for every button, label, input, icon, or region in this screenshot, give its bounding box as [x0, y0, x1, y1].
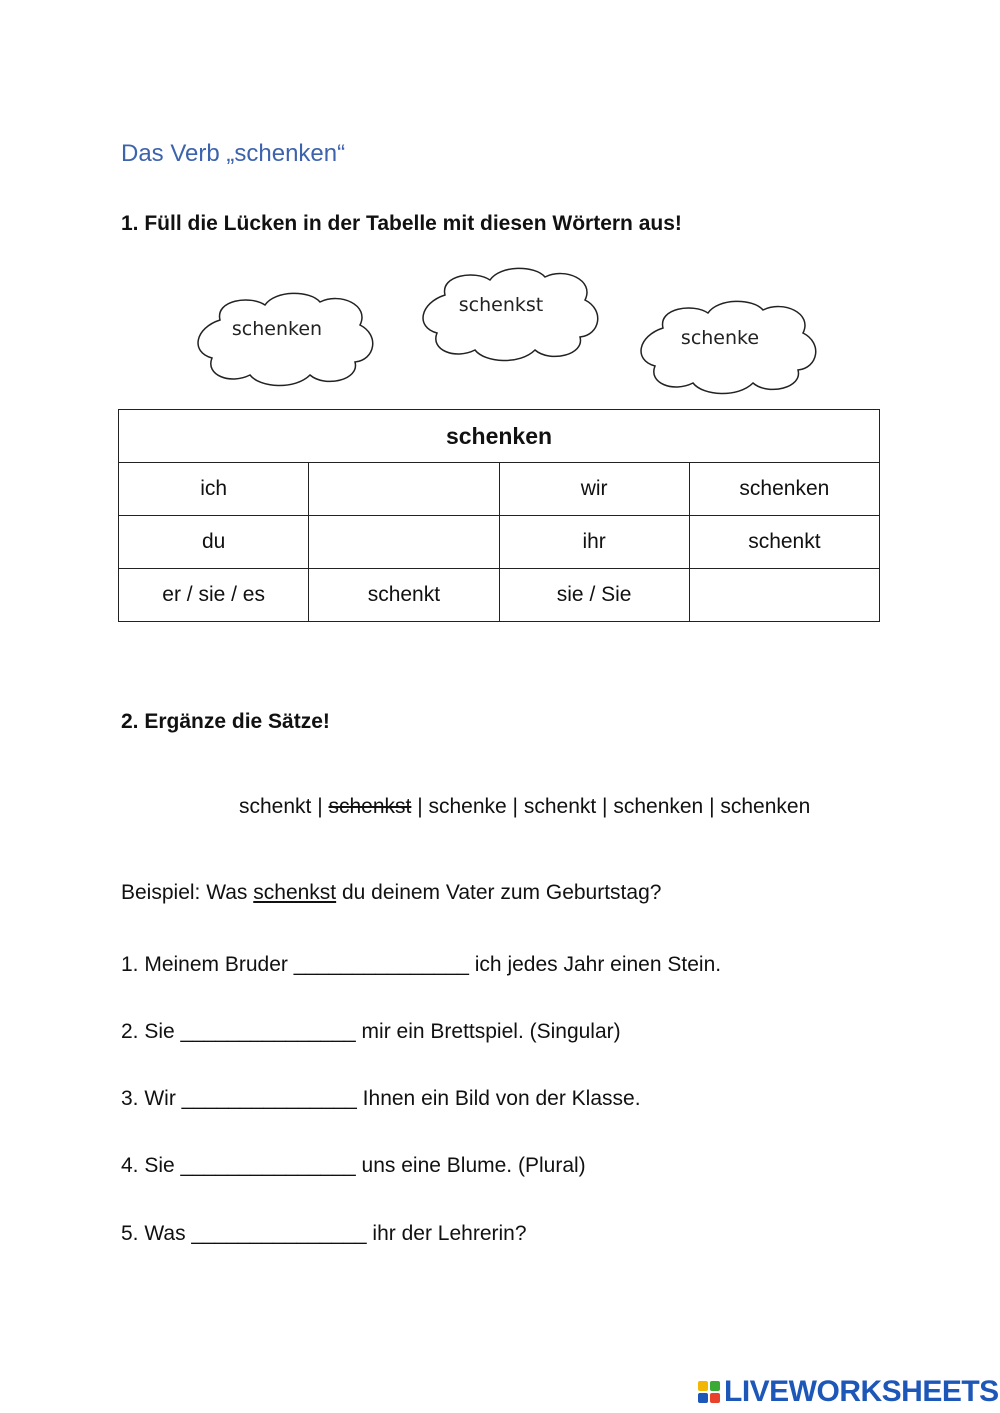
word-bank-separator: |	[703, 795, 721, 818]
answer-cell-ich[interactable]	[309, 463, 499, 516]
sentence-4[interactable]: 4. Sie _______________ uns eine Blume. (Plural)	[121, 1154, 586, 1177]
example-suffix: du deinem Vater zum Geburtstag?	[336, 881, 662, 904]
sentence-5[interactable]: 5. Was _______________ ihr der Lehrerin?	[121, 1222, 527, 1245]
answer-cell-sie[interactable]	[689, 569, 879, 622]
answer-cell-du[interactable]	[309, 516, 499, 569]
pronoun-cell: ich	[119, 463, 309, 516]
pronoun-cell: du	[119, 516, 309, 569]
cloud-word-1: schenken	[231, 318, 323, 340]
word-bank	[239, 795, 810, 819]
table-row	[119, 569, 880, 622]
cloud-shape	[190, 290, 380, 390]
verb-cell: schenken	[689, 463, 879, 516]
verb-cell: schenkt	[689, 516, 879, 569]
page-title: Das Verb „schenken“	[121, 140, 346, 167]
table-header: schenken	[119, 410, 880, 463]
pronoun-cell: sie / Sie	[499, 569, 689, 622]
example-answer: schenkst	[253, 881, 337, 904]
cloud-word-2: schenkst	[458, 294, 544, 316]
word-bank-item: schenken	[613, 795, 704, 818]
word-bank-item-used: schenkst	[328, 795, 412, 818]
example-sentence	[121, 881, 661, 905]
pronoun-cell: wir	[499, 463, 689, 516]
logo-text: LIVEWORKSHEETS	[724, 1375, 999, 1408]
word-bank-item: schenken	[720, 795, 811, 818]
sentence-3[interactable]: 3. Wir _______________ Ihnen ein Bild von der Klasse.	[121, 1087, 641, 1110]
word-bank-separator: |	[411, 795, 429, 818]
conjugation-table	[118, 409, 880, 622]
sentence-1[interactable]: 1. Meinem Bruder _______________ ich jedes Jahr einen Stein.	[121, 953, 722, 976]
task-1-heading: 1. Füll die Lücken in der Tabelle mit diesen Wörtern aus!	[121, 212, 682, 235]
cloud-word-3: schenke	[680, 327, 760, 349]
example-prefix: Beispiel: Was	[121, 881, 254, 904]
table-row	[119, 463, 880, 516]
word-bank-separator: |	[596, 795, 614, 818]
task-2-heading: 2. Ergänze die Sätze!	[121, 710, 330, 733]
word-bank-separator: |	[506, 795, 524, 818]
sentence-2[interactable]: 2. Sie _______________ mir ein Brettspiel. (Singular)	[121, 1020, 621, 1043]
word-bank-separator: |	[311, 795, 329, 818]
pronoun-cell: er / sie / es	[119, 569, 309, 622]
word-bank-item: schenkt	[523, 795, 597, 818]
pronoun-cell: ihr	[499, 516, 689, 569]
liveworksheets-logo	[698, 1374, 999, 1410]
word-bank-item: schenke	[428, 795, 507, 818]
table-row	[119, 516, 880, 569]
word-bank-item: schenkt	[239, 795, 312, 818]
verb-cell: schenkt	[309, 569, 499, 622]
logo-icon	[698, 1381, 720, 1403]
